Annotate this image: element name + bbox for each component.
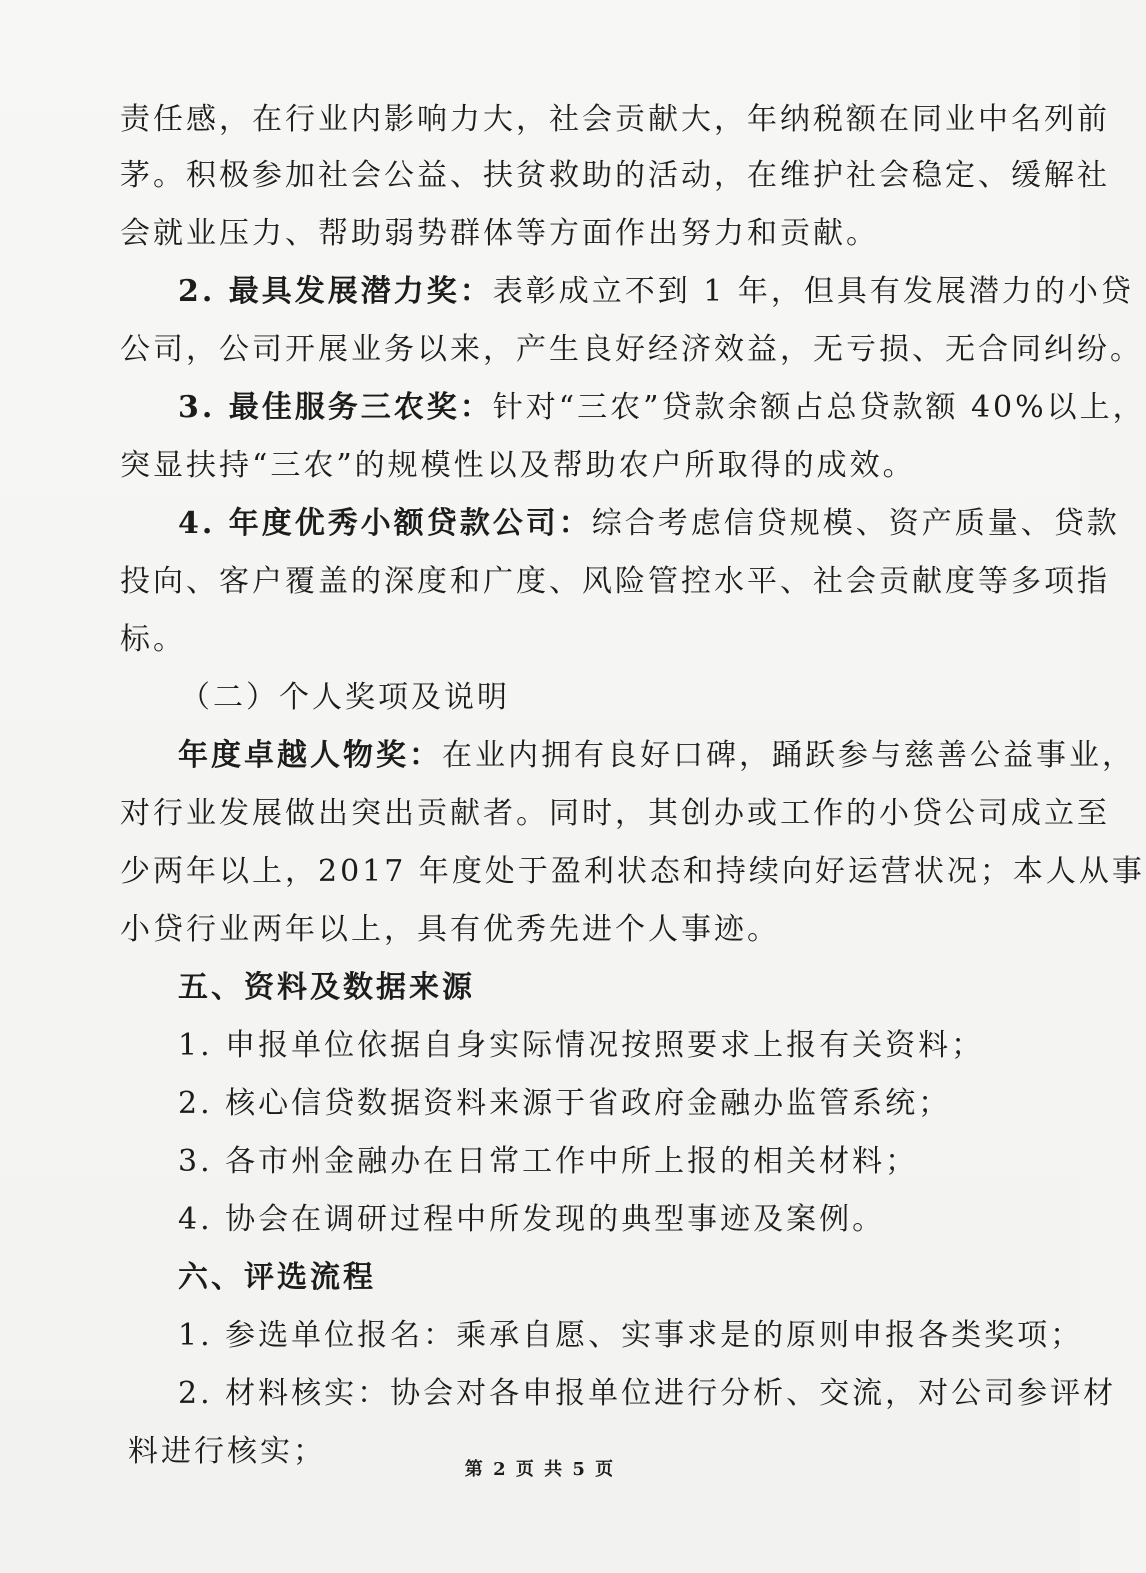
- text-line: [178, 272, 1134, 312]
- list-item: [178, 1026, 984, 1066]
- award-heading: 3. 最佳服务三农奖：: [178, 390, 493, 425]
- award-heading: 4. 年度优秀小额贷款公司：: [178, 506, 592, 541]
- text-line: [120, 156, 1110, 196]
- list-item: [178, 1316, 1083, 1356]
- line-text: 标。: [120, 622, 186, 657]
- text-line: [120, 330, 1143, 370]
- section-heading-text: 六、评选流程: [178, 1260, 376, 1295]
- line-text: 少两年以上，2017 年度处于盈利状态和持续向好运营状况；本人从事: [120, 854, 1145, 889]
- text-line: [120, 446, 916, 486]
- line-text: 综合考虑信贷规模、资产质量、贷款: [591, 506, 1120, 541]
- line-text: 责任感，在行业内影响力大，社会贡献大，年纳税额在同业中名列前: [120, 102, 1110, 137]
- text-line: [120, 794, 1110, 834]
- line-text: 针对“三农”贷款余额占总贷款额 40%以上，: [492, 390, 1146, 425]
- line-text: 公司，公司开展业务以来，产生良好经济效益，无亏损、无合同纠纷。: [120, 332, 1143, 367]
- line-text: 投向、客户覆盖的深度和广度、风险管控水平、社会贡献度等多项指: [120, 564, 1110, 599]
- line-text: 2. 核心信贷数据资料来源于省政府金融办监管系统；: [178, 1086, 952, 1121]
- award-heading: 年度卓越人物奖：: [178, 738, 442, 773]
- line-text: （二）个人奖项及说明: [180, 680, 510, 715]
- line-text: 4. 协会在调研过程中所发现的典型事迹及案例。: [178, 1202, 886, 1237]
- line-text: 1. 参选单位报名：乘承自愿、实事求是的原则申报各类奖项；: [178, 1318, 1084, 1353]
- line-text: 2. 材料核实：协会对各申报单位进行分析、交流，对公司参评材: [178, 1376, 1117, 1411]
- section-heading-text: 五、资料及数据来源: [178, 970, 475, 1005]
- page-footer: [0, 1455, 1080, 1481]
- list-item: [178, 1142, 918, 1182]
- text-line: [120, 562, 1110, 602]
- award-heading: 2. 最具发展潜力奖：: [178, 274, 493, 309]
- text-line: [120, 214, 879, 254]
- line-text: 突显扶持“三农”的规模性以及帮助农户所取得的成效。: [120, 448, 916, 483]
- line-text: 1. 申报单位依据自身实际情况按照要求上报有关资料；: [178, 1028, 985, 1063]
- text-line: [120, 852, 1145, 892]
- text-line: [178, 736, 1135, 776]
- text-line: [120, 620, 186, 660]
- list-item: [178, 1084, 951, 1124]
- section-heading: [178, 1258, 376, 1298]
- text-line: [120, 100, 1110, 140]
- line-text: 料进行核实；: [128, 1434, 326, 1469]
- text-line: [120, 910, 780, 950]
- line-text: 表彰成立不到 1 年，但具有发展潜力的小贷: [492, 274, 1134, 309]
- list-item: [178, 1200, 885, 1240]
- line-text: 小贷行业两年以上，具有优秀先进个人事迹。: [120, 912, 780, 947]
- line-text: 茅。积极参加社会公益、扶贫救助的活动，在维护社会稳定、缓解社: [120, 158, 1110, 193]
- list-item: [178, 1374, 1116, 1414]
- line-text: 3. 各市州金融办在日常工作中所上报的相关材料；: [178, 1144, 919, 1179]
- line-text: 对行业发展做出突出贡献者。同时，其创办或工作的小贷公司成立至: [120, 796, 1110, 831]
- section-subheading: [180, 678, 510, 718]
- section-heading: [178, 968, 475, 1008]
- line-text: 会就业压力、帮助弱势群体等方面作出努力和贡献。: [120, 216, 879, 251]
- text-line: [178, 388, 1146, 428]
- line-text: 在业内拥有良好口碑，踊跃参与慈善公益事业，: [442, 738, 1135, 773]
- text-line: [178, 504, 1120, 544]
- page-number: 第 2 页 共 5 页: [464, 1459, 616, 1480]
